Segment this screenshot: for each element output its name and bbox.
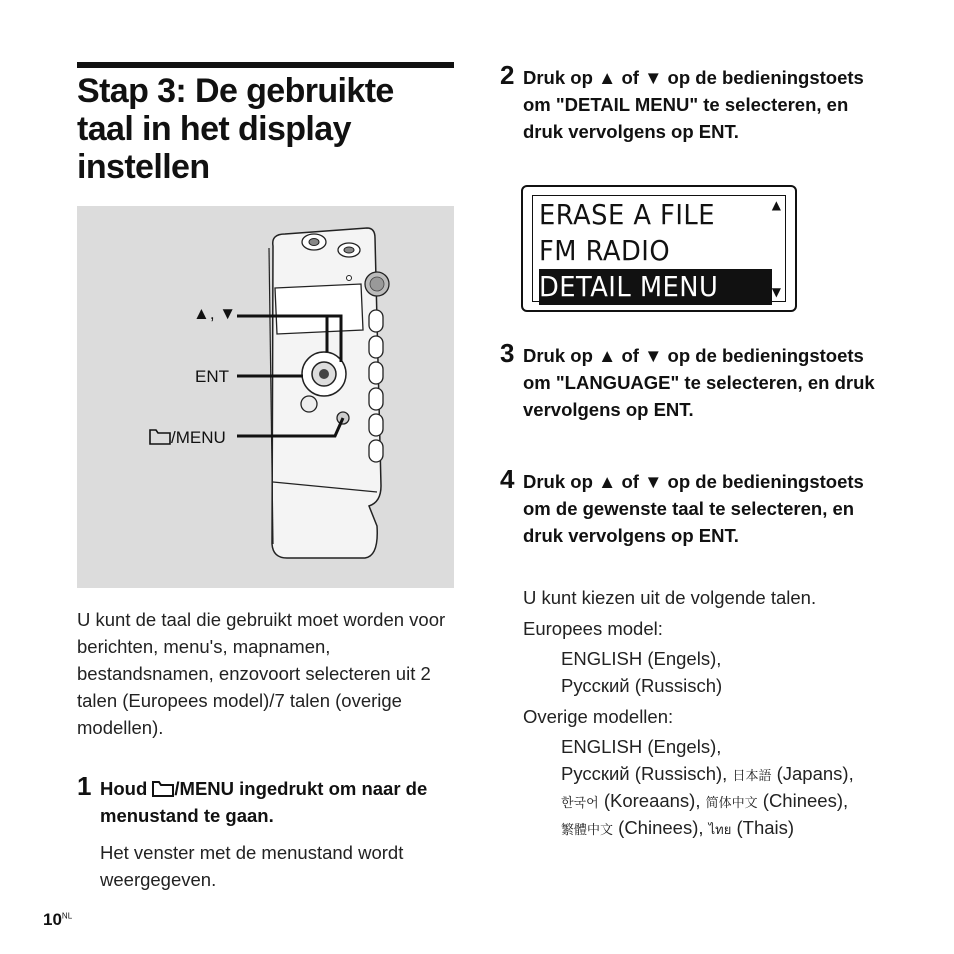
step-1-instruction: /MENU ingedrukt om naar de menustand te gaan. [100, 778, 428, 826]
step-4-number: 4 [500, 464, 515, 494]
lang-russian: Русский (Russisch), [561, 763, 733, 784]
step-3-number: 3 [500, 338, 515, 368]
label-ent: ENT [195, 367, 229, 386]
step-2-number: 2 [500, 60, 515, 90]
lcd-screen [532, 195, 786, 302]
other-language-3 [561, 787, 848, 816]
device-illustration [77, 206, 454, 588]
lang-simplified-chinese-script: 简体中文 [705, 795, 758, 810]
other-language-4 [561, 814, 794, 843]
step-2-text: Druk op ▲ of ▼ op de bedieningstoets om "DETAIL MENU" te selecteren, en druk vervolgens op ENT. [523, 67, 864, 142]
label-up-down: ▲, ▼ [193, 304, 237, 323]
folder-icon [149, 429, 171, 445]
label-folder-menu [149, 428, 226, 448]
scroll-up-icon: ▲ [771, 198, 781, 212]
lcd-line-2: FM RADIO [539, 234, 671, 267]
lang-thai: (Thais) [731, 817, 795, 838]
other-models-label: Overige modellen: [523, 706, 674, 727]
lang-thai-script: ไทย [708, 822, 732, 837]
lang-japanese-script: 日本語 [732, 768, 772, 783]
step-1-note: Het venster met de menustand wordt weergegeven. [100, 842, 404, 890]
page-number-value: 10 [43, 910, 62, 929]
lang-traditional-chinese: (Chinees), [613, 817, 709, 838]
step-4-text: Druk op ▲ of ▼ op de bedieningstoets om de gewenste taal te selecteren, en druk vervolgens op ENT. [523, 471, 864, 546]
lang-traditional-chinese-script: 繁體中文 [561, 822, 614, 837]
euro-language-1: ENGLISH (Engels), [561, 648, 722, 669]
lang-simplified-chinese: (Chinees), [757, 790, 849, 811]
lang-korean-script: 한국어 [561, 795, 599, 810]
folder-icon [152, 781, 174, 797]
other-language-2 [561, 760, 854, 789]
recorder-drawing [77, 206, 454, 588]
european-model-label: Europees model: [523, 618, 663, 639]
euro-language-2: Русский (Russisch) [561, 675, 723, 696]
label-menu-text: /MENU [171, 428, 226, 447]
lcd-display [521, 185, 797, 312]
step-1-number: 1 [77, 771, 92, 801]
step-3-text: Druk op ▲ of ▼ op de bedieningstoets om "LANGUAGE" te selecteren, en druk vervolgens op ENT. [523, 345, 875, 420]
page-language-suffix: NL [61, 911, 73, 921]
intro-paragraph: U kunt de taal die gebruikt moet worden voor berichten, menu's, mapnamen, bestandsnamen, enzovoort selecteren uit 2 talen (Europees model)/7 talen (overige modellen). [77, 609, 446, 738]
page-title: Stap 3: De gebruikte taal in het display instellen [77, 72, 394, 186]
step-1-prefix: Houd [100, 778, 153, 799]
languages-intro: U kunt kiezen uit de volgende talen. [523, 587, 817, 608]
scroll-down-icon: ▼ [771, 285, 781, 299]
lcd-line-3-selected: DETAIL MENU [539, 270, 719, 303]
lang-japanese: (Japans), [771, 763, 854, 784]
title-rule [77, 62, 454, 68]
page-number [43, 910, 72, 930]
step-1-text [100, 775, 460, 829]
lcd-line-1: ERASE A FILE [539, 198, 715, 231]
other-language-1: ENGLISH (Engels), [561, 736, 722, 757]
lang-korean: (Koreaans), [598, 790, 706, 811]
